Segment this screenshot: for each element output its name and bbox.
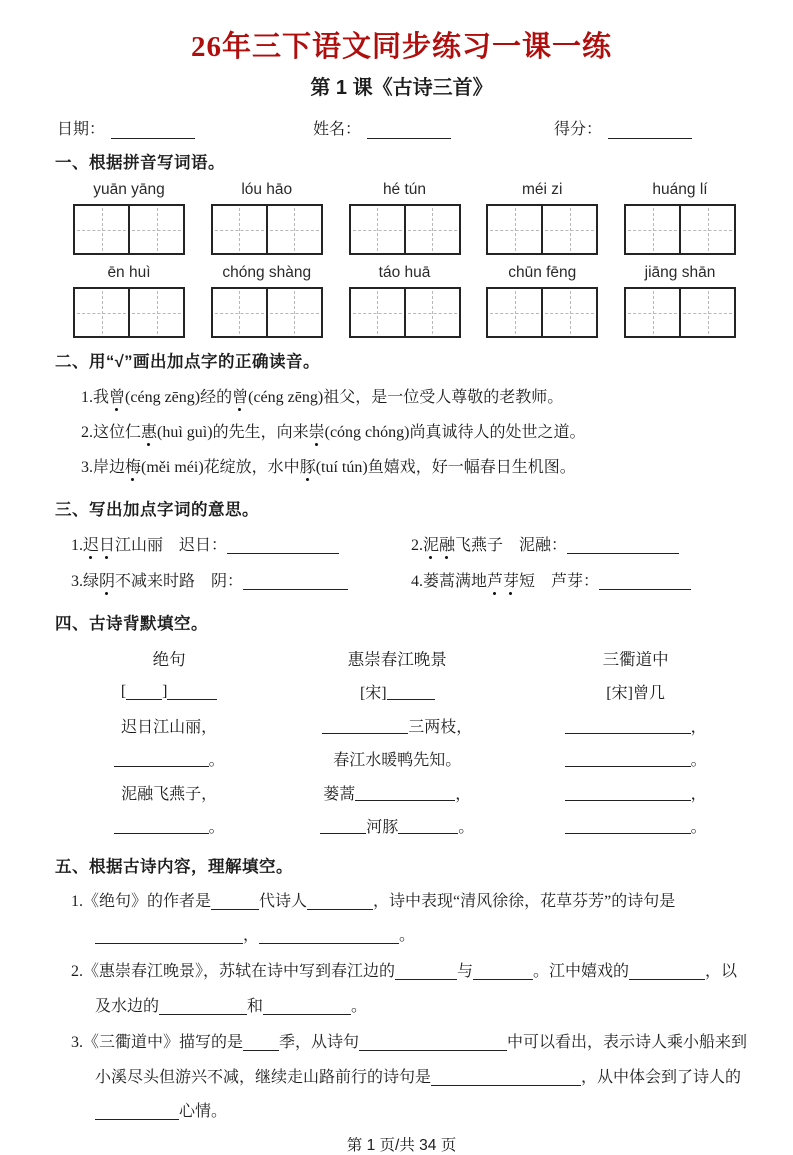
poem1-line-4 xyxy=(67,809,271,843)
text-run: 。 xyxy=(690,819,707,837)
text-run: 2.这位仁 xyxy=(81,424,142,442)
text-run: (tuí tún)鱼嬉戏，好一幅春日生机图。 xyxy=(315,459,576,477)
score-field xyxy=(554,116,692,139)
text-run: ， xyxy=(690,718,707,736)
poem2-line-1 xyxy=(271,709,523,743)
text-run: [ xyxy=(120,682,127,700)
score-blank xyxy=(608,122,692,139)
pinyin-row-2 xyxy=(55,264,748,338)
text-run: 。 xyxy=(208,752,225,770)
section4-heading: 四、古诗背默填空。 xyxy=(55,614,208,633)
writing-grid xyxy=(486,287,598,338)
poem2-title xyxy=(271,642,523,676)
pinyin-label: chóng shàng xyxy=(222,264,312,281)
dotted-char: 曾 xyxy=(232,389,249,406)
blank-line xyxy=(307,893,373,910)
comprehension-item-3 xyxy=(71,1026,748,1129)
writing-grid xyxy=(73,287,185,338)
blank-line xyxy=(567,537,679,554)
text-run: ，诗中表现“清风徐徐，花草芬芳”的诗句是 xyxy=(373,892,676,910)
comprehension-item-2 xyxy=(71,955,748,1024)
dotted-char: 梅 xyxy=(125,459,142,477)
poem1-line-2 xyxy=(67,742,271,776)
poem1-title xyxy=(67,642,271,676)
blank-line xyxy=(395,963,457,980)
text-run: ， xyxy=(455,785,472,803)
dotted-char: 阴 xyxy=(99,572,116,590)
poem1-line-3 xyxy=(67,776,271,810)
text-run: 4.蒌蒿满地 xyxy=(411,572,488,590)
dotted-char: 豚 xyxy=(299,459,316,477)
text-run: ，从中体会到了诗人的 xyxy=(581,1068,742,1086)
text-run: [宋]曾几 xyxy=(606,685,665,703)
dotted-char: 崇 xyxy=(308,424,325,442)
text-run: 。 xyxy=(208,819,225,837)
grid-cell xyxy=(488,206,541,253)
comprehension-item-1 xyxy=(71,885,748,954)
blank-line xyxy=(211,893,259,910)
poem3-author xyxy=(523,675,748,709)
blank-line xyxy=(387,683,435,700)
text-run: (cóng chóng)尚真诚待人的处世之道。 xyxy=(324,424,586,442)
text-run: 代诗人 xyxy=(259,892,308,910)
word-meaning-grid xyxy=(71,528,748,600)
pinyin-row-1 xyxy=(55,181,748,255)
writing-grid xyxy=(211,287,323,338)
pinyin-group xyxy=(73,264,185,338)
dotted-char: 迟 xyxy=(83,536,100,554)
pinyin-label: táo huā xyxy=(378,264,431,281)
writing-grid xyxy=(486,204,598,255)
blank-line xyxy=(398,817,458,834)
text-run: 河豚 xyxy=(366,819,399,837)
text-run: 绝句 xyxy=(152,650,186,670)
writing-grid xyxy=(624,204,736,255)
blank-line xyxy=(95,927,243,944)
text-run: ] xyxy=(162,682,168,700)
blank-line xyxy=(473,963,533,980)
grid-cell xyxy=(488,289,541,336)
writing-grid xyxy=(349,287,461,338)
grid-cell xyxy=(213,289,266,336)
text-run: 三两枝， xyxy=(408,718,473,736)
text-run: 中可以看出，表示诗人乘小船来到小溪尽头但游兴不减，继续走山路前行的诗句是 xyxy=(95,1034,748,1086)
poem2-author xyxy=(271,675,523,709)
pinyin-label: huáng lí xyxy=(652,181,708,198)
text-run: 3.绿 xyxy=(71,572,100,590)
pinyin-group xyxy=(349,264,461,338)
text-run: 江山丽 迟日： xyxy=(115,536,228,554)
blank-line xyxy=(565,784,691,801)
blank-line xyxy=(243,573,348,590)
info-row xyxy=(57,116,748,139)
pinyin-label: yuān yāng xyxy=(93,181,165,198)
poem3-line-3 xyxy=(523,776,748,810)
dotted-char: 融 xyxy=(439,536,456,554)
text-run: (měi méi)花绽放，水中 xyxy=(141,459,300,477)
poem3-line-1 xyxy=(523,709,748,743)
blank-line xyxy=(243,1034,279,1051)
text-run: 蒌蒿 xyxy=(323,785,356,803)
grid-cell xyxy=(75,289,128,336)
meaning-item-1 xyxy=(71,528,411,564)
pinyin-label: lóu hāo xyxy=(241,181,293,198)
text-run: (huì guì)的先生，向来 xyxy=(157,424,309,442)
pinyin-label: chūn fēng xyxy=(508,264,577,281)
blank-line xyxy=(355,784,455,801)
writing-grid xyxy=(73,204,185,255)
dotted-char: 泥 xyxy=(423,536,440,554)
text-run: 和 xyxy=(247,997,264,1015)
pinyin-label: ēn huì xyxy=(107,264,151,281)
date-blank xyxy=(111,122,195,139)
text-run: [宋] xyxy=(359,685,387,703)
lesson-subtitle: 第 1 课《古诗三首》 xyxy=(310,77,493,99)
text-run: 2. xyxy=(411,536,423,554)
name-label: 姓名： xyxy=(313,121,362,138)
pinyin-group xyxy=(211,264,323,338)
pinyin-group xyxy=(73,181,185,255)
grid-cell xyxy=(626,206,679,253)
blank-line xyxy=(126,683,162,700)
pinyin-label: jiāng shān xyxy=(644,264,716,281)
text-run: 。 xyxy=(458,819,475,837)
grid-cell xyxy=(404,206,459,253)
blank-line xyxy=(114,750,209,767)
grid-cell xyxy=(266,206,321,253)
dotted-char: 芦 xyxy=(487,572,504,590)
blank-line xyxy=(565,750,691,767)
text-run: 心情。 xyxy=(179,1102,228,1120)
section2-heading: 二、用“√”画出加点字的正确读音。 xyxy=(55,353,321,371)
grid-cell xyxy=(351,289,404,336)
pronunciation-item-3 xyxy=(81,450,748,485)
poem3-title xyxy=(523,642,748,676)
text-run: 春江水暖鸭先知。 xyxy=(333,752,462,770)
text-run: 。 xyxy=(399,926,416,944)
text-run: 1.我 xyxy=(81,389,110,406)
text-run: 泥融飞燕子， xyxy=(121,785,218,803)
blank-line xyxy=(320,817,366,834)
poem3-line-2 xyxy=(523,742,748,776)
text-run: 迟日江山丽， xyxy=(121,718,218,736)
pronunciation-item-1 xyxy=(81,380,748,415)
pinyin-group xyxy=(211,181,323,255)
grid-cell xyxy=(626,289,679,336)
text-run: (céng zēng)经的 xyxy=(125,389,233,406)
blank-line xyxy=(95,1103,179,1120)
blank-line xyxy=(599,573,691,590)
grid-cell xyxy=(266,289,321,336)
blank-line xyxy=(629,963,705,980)
poem3-line-4 xyxy=(523,809,748,843)
writing-grid xyxy=(211,204,323,255)
text-run: 1.《绝句》的作者是 xyxy=(71,892,212,910)
blank-line xyxy=(259,927,399,944)
blank-line xyxy=(227,537,339,554)
text-run: 2.《惠崇春江晚景》，苏轼在诗中写到春江边的 xyxy=(71,963,396,981)
text-run: ，以及水边的 xyxy=(95,963,738,1015)
blank-line xyxy=(114,817,209,834)
text-run: 3.岸边 xyxy=(81,459,126,477)
text-run: ， xyxy=(690,785,707,803)
section1-heading: 一、根据拼音写词语。 xyxy=(55,154,225,172)
text-run: 惠崇春江晚景 xyxy=(347,650,447,670)
poem2-line-4 xyxy=(271,809,523,843)
text-run: 季，从诗句 xyxy=(279,1034,360,1052)
blank-line xyxy=(431,1069,581,1086)
grid-cell xyxy=(351,206,404,253)
grid-cell xyxy=(541,289,596,336)
writing-grid xyxy=(349,204,461,255)
text-run: 。 xyxy=(690,752,707,770)
writing-grid xyxy=(624,287,736,338)
pinyin-group xyxy=(486,181,598,255)
pinyin-label: méi zi xyxy=(522,181,563,198)
section5-heading: 五、根据古诗内容，理解填空。 xyxy=(55,857,293,876)
blank-line xyxy=(359,1034,507,1051)
pinyin-group xyxy=(624,181,736,255)
poem-fill-table xyxy=(67,642,748,843)
meaning-item-3 xyxy=(71,564,411,600)
text-run: 1. xyxy=(71,536,83,554)
dotted-char: 惠 xyxy=(141,424,158,442)
poem1-author xyxy=(67,675,271,709)
text-run: 3.《三衢道中》描写的是 xyxy=(71,1034,244,1052)
blank-line xyxy=(167,683,217,700)
text-run: 飞燕子 泥融： xyxy=(455,536,568,554)
blank-line xyxy=(159,998,247,1015)
grid-cell xyxy=(404,289,459,336)
grid-cell xyxy=(128,206,183,253)
text-run: ， xyxy=(243,926,260,944)
grid-cell xyxy=(128,289,183,336)
date-field xyxy=(57,116,195,139)
pinyin-group xyxy=(486,264,598,338)
section3-heading: 三、写出加点字词的意思。 xyxy=(55,500,259,519)
score-label: 得分： xyxy=(554,121,603,138)
poem2-line-2 xyxy=(271,742,523,776)
date-label: 日期： xyxy=(57,121,106,138)
blank-line xyxy=(565,717,691,734)
poem1-line-1 xyxy=(67,709,271,743)
text-run: 短 芦芽： xyxy=(519,572,600,590)
text-run: 三衢道中 xyxy=(602,650,669,670)
page-title: 26年三下语文同步练习一课一练 xyxy=(190,31,612,63)
text-run: (céng zēng)祖父，是一位受人尊敬的老教师。 xyxy=(248,389,564,406)
name-field xyxy=(313,116,451,139)
poem2-line-3 xyxy=(271,776,523,810)
text-run: 。江中嬉戏的 xyxy=(533,963,630,981)
pinyin-label: hé tún xyxy=(382,181,427,198)
dotted-char: 日 xyxy=(99,536,116,554)
text-run: 不减来时路 阴： xyxy=(115,572,244,590)
blank-line xyxy=(263,998,351,1015)
page-number-footer: 第 1 页/共 34 页 xyxy=(346,1137,457,1155)
grid-cell xyxy=(541,206,596,253)
text-run: 。 xyxy=(351,997,368,1015)
blank-line xyxy=(565,817,691,834)
grid-cell xyxy=(213,206,266,253)
text-run: 与 xyxy=(457,963,474,981)
grid-cell xyxy=(679,206,734,253)
dotted-char: 曾 xyxy=(109,389,126,406)
pronunciation-item-2 xyxy=(81,415,748,450)
dotted-char: 芽 xyxy=(503,572,520,590)
meaning-item-4 xyxy=(411,564,748,600)
blank-line xyxy=(322,717,408,734)
pinyin-group xyxy=(349,181,461,255)
grid-cell xyxy=(75,206,128,253)
grid-cell xyxy=(679,289,734,336)
name-blank xyxy=(367,122,451,139)
pinyin-group xyxy=(624,264,736,338)
meaning-item-2 xyxy=(411,528,748,564)
